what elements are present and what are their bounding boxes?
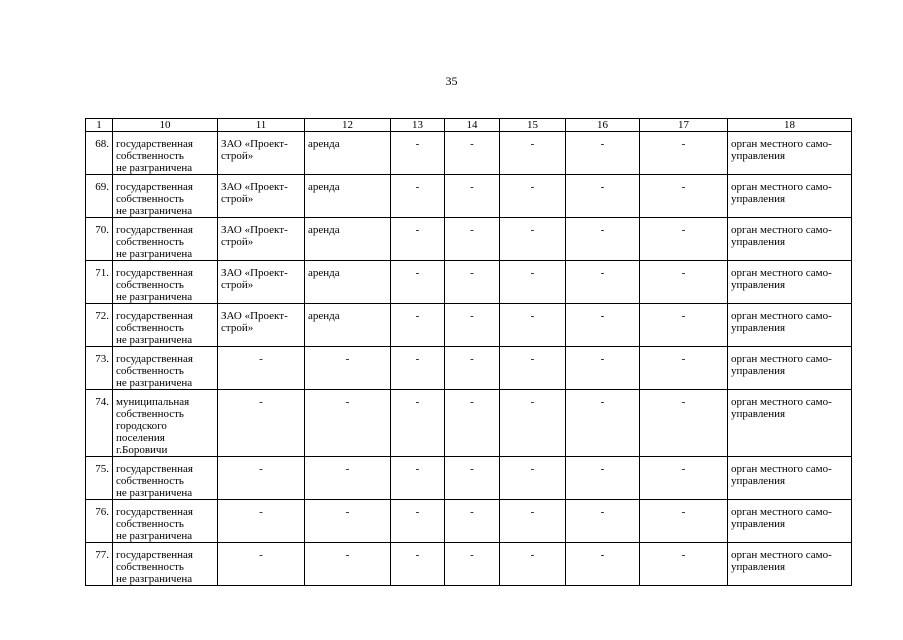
authority-cell-line: орган местного само-	[731, 224, 832, 236]
col15-cell: -	[500, 132, 566, 175]
col13-cell: -	[391, 175, 445, 218]
holder-cell-line: -	[259, 506, 263, 518]
col13-cell: -	[391, 261, 445, 304]
ownership-cell-line: не разграничена	[116, 291, 193, 303]
authority-cell-line: орган местного само-	[731, 506, 832, 518]
col17-cell: -	[640, 132, 728, 175]
col-header: 1	[86, 119, 113, 132]
holder-cell	[218, 175, 305, 218]
col16-cell: -	[566, 304, 640, 347]
col17-cell: -	[640, 304, 728, 347]
col-header: 12	[305, 119, 391, 132]
table-row	[86, 132, 852, 175]
right-type-cell: -	[305, 500, 391, 543]
right-type-cell: аренда	[305, 132, 391, 175]
right-type-cell: -	[305, 347, 391, 390]
col13-cell: -	[391, 457, 445, 500]
holder-cell	[218, 132, 305, 175]
ownership-cell-line: государственная	[116, 353, 193, 365]
ownership-cell-line: муниципальная	[116, 396, 190, 408]
col15-cell: -	[500, 304, 566, 347]
authority-cell	[728, 175, 852, 218]
holder-cell	[218, 347, 305, 390]
holder-cell-line: -	[259, 353, 263, 365]
row-number: 70.	[86, 218, 113, 261]
ownership-cell-line: собственность	[116, 150, 184, 162]
authority-cell	[728, 304, 852, 347]
col14-cell: -	[445, 218, 500, 261]
authority-cell-line: управления	[731, 475, 786, 487]
ownership-cell-line: не разграничена	[116, 573, 193, 585]
row-number: 75.	[86, 457, 113, 500]
holder-cell-line: ЗАО «Проект-	[221, 224, 288, 236]
registry-table	[85, 118, 852, 586]
col14-cell: -	[445, 390, 500, 457]
col14-cell: -	[445, 347, 500, 390]
col15-cell: -	[500, 457, 566, 500]
col17-cell: -	[640, 390, 728, 457]
holder-cell-line: ЗАО «Проект-	[221, 267, 288, 279]
holder-cell	[218, 543, 305, 586]
ownership-cell	[113, 304, 218, 347]
authority-cell-line: управления	[731, 365, 786, 377]
ownership-cell-line: не разграничена	[116, 205, 193, 217]
table-row	[86, 347, 852, 390]
ownership-cell-line: собственность	[116, 475, 184, 487]
ownership-cell-line: не разграничена	[116, 530, 193, 542]
row-number: 69.	[86, 175, 113, 218]
authority-cell	[728, 500, 852, 543]
table-row	[86, 261, 852, 304]
col17-cell: -	[640, 218, 728, 261]
holder-cell-line: строй»	[221, 279, 254, 291]
authority-cell-line: орган местного само-	[731, 267, 832, 279]
ownership-cell-line: не разграничена	[116, 487, 193, 499]
holder-cell-line: ЗАО «Проект-	[221, 181, 288, 193]
ownership-cell	[113, 543, 218, 586]
authority-cell-line: орган местного само-	[731, 181, 832, 193]
holder-cell-line: -	[259, 549, 263, 561]
table-row	[86, 500, 852, 543]
ownership-cell-line: собственность	[116, 408, 184, 420]
col14-cell: -	[445, 261, 500, 304]
ownership-cell	[113, 132, 218, 175]
col17-cell: -	[640, 457, 728, 500]
table-row	[86, 218, 852, 261]
col13-cell: -	[391, 304, 445, 347]
col14-cell: -	[445, 304, 500, 347]
right-type-cell: -	[305, 390, 391, 457]
col14-cell: -	[445, 132, 500, 175]
col-header: 16	[566, 119, 640, 132]
col16-cell: -	[566, 347, 640, 390]
col15-cell: -	[500, 390, 566, 457]
col13-cell: -	[391, 347, 445, 390]
holder-cell-line: -	[259, 396, 263, 408]
authority-cell	[728, 543, 852, 586]
holder-cell-line: ЗАО «Проект-	[221, 310, 288, 322]
col16-cell: -	[566, 390, 640, 457]
col-header: 11	[218, 119, 305, 132]
col-header: 13	[391, 119, 445, 132]
col14-cell: -	[445, 543, 500, 586]
holder-cell	[218, 304, 305, 347]
authority-cell-line: управления	[731, 193, 786, 205]
col15-cell: -	[500, 218, 566, 261]
authority-cell	[728, 218, 852, 261]
authority-cell-line: управления	[731, 561, 786, 573]
row-number: 73.	[86, 347, 113, 390]
row-number: 76.	[86, 500, 113, 543]
holder-cell-line: строй»	[221, 236, 254, 248]
holder-cell	[218, 261, 305, 304]
authority-cell-line: управления	[731, 322, 786, 334]
holder-cell	[218, 218, 305, 261]
holder-cell	[218, 390, 305, 457]
col17-cell: -	[640, 261, 728, 304]
row-number: 74.	[86, 390, 113, 457]
holder-cell	[218, 457, 305, 500]
ownership-cell-line: государственная	[116, 267, 193, 279]
col15-cell: -	[500, 500, 566, 543]
table-header-row	[86, 119, 852, 132]
col16-cell: -	[566, 218, 640, 261]
authority-cell-line: орган местного само-	[731, 310, 832, 322]
ownership-cell	[113, 218, 218, 261]
ownership-cell-line: собственность	[116, 322, 184, 334]
ownership-cell-line: государственная	[116, 549, 193, 561]
col16-cell: -	[566, 175, 640, 218]
ownership-cell-line: поселения	[116, 432, 165, 444]
ownership-cell	[113, 347, 218, 390]
col15-cell: -	[500, 175, 566, 218]
authority-cell	[728, 261, 852, 304]
ownership-cell-line: государственная	[116, 310, 193, 322]
authority-cell-line: управления	[731, 279, 786, 291]
ownership-cell-line: собственность	[116, 279, 184, 291]
ownership-cell-line: собственность	[116, 236, 184, 248]
col13-cell: -	[391, 390, 445, 457]
col17-cell: -	[640, 347, 728, 390]
col17-cell: -	[640, 175, 728, 218]
col13-cell: -	[391, 500, 445, 543]
col16-cell: -	[566, 132, 640, 175]
col-header: 18	[728, 119, 852, 132]
holder-cell	[218, 500, 305, 543]
ownership-cell-line: городского	[116, 420, 167, 432]
col13-cell: -	[391, 543, 445, 586]
col-header: 15	[500, 119, 566, 132]
right-type-cell: аренда	[305, 218, 391, 261]
col13-cell: -	[391, 218, 445, 261]
table-row	[86, 175, 852, 218]
holder-cell-line: -	[259, 463, 263, 475]
authority-cell	[728, 390, 852, 457]
col15-cell: -	[500, 543, 566, 586]
ownership-cell-line: государственная	[116, 181, 193, 193]
authority-cell-line: орган местного само-	[731, 353, 832, 365]
ownership-cell-line: не разграничена	[116, 162, 193, 174]
table-row	[86, 457, 852, 500]
table-row	[86, 304, 852, 347]
ownership-cell-line: не разграничена	[116, 377, 193, 389]
col13-cell: -	[391, 132, 445, 175]
row-number: 77.	[86, 543, 113, 586]
col17-cell: -	[640, 500, 728, 543]
authority-cell-line: орган местного само-	[731, 549, 832, 561]
holder-cell-line: строй»	[221, 150, 254, 162]
col15-cell: -	[500, 347, 566, 390]
holder-cell-line: строй»	[221, 322, 254, 334]
ownership-cell-line: государственная	[116, 224, 193, 236]
holder-cell-line: строй»	[221, 193, 254, 205]
ownership-cell	[113, 175, 218, 218]
table-body	[86, 132, 852, 586]
ownership-cell-line: г.Боровичи	[116, 444, 168, 456]
page-number: 35	[445, 74, 458, 88]
authority-cell-line: орган местного само-	[731, 396, 832, 408]
authority-cell-line: управления	[731, 236, 786, 248]
authority-cell-line: управления	[731, 408, 786, 420]
col14-cell: -	[445, 457, 500, 500]
ownership-cell	[113, 457, 218, 500]
right-type-cell: -	[305, 543, 391, 586]
authority-cell-line: орган местного само-	[731, 138, 832, 150]
ownership-cell-line: государственная	[116, 463, 193, 475]
col16-cell: -	[566, 457, 640, 500]
authority-cell	[728, 457, 852, 500]
ownership-cell-line: собственность	[116, 365, 184, 377]
ownership-cell-line: собственность	[116, 193, 184, 205]
col14-cell: -	[445, 500, 500, 543]
authority-cell	[728, 132, 852, 175]
authority-cell	[728, 347, 852, 390]
col-header: 10	[113, 119, 218, 132]
ownership-cell-line: собственность	[116, 518, 184, 530]
col16-cell: -	[566, 543, 640, 586]
table-row	[86, 543, 852, 586]
holder-cell-line: ЗАО «Проект-	[221, 138, 288, 150]
ownership-cell-line: государственная	[116, 506, 193, 518]
row-number: 71.	[86, 261, 113, 304]
ownership-cell	[113, 390, 218, 457]
ownership-cell-line: не разграничена	[116, 334, 193, 346]
col15-cell: -	[500, 261, 566, 304]
right-type-cell: аренда	[305, 261, 391, 304]
ownership-cell-line: собственность	[116, 561, 184, 573]
ownership-cell	[113, 261, 218, 304]
right-type-cell: аренда	[305, 175, 391, 218]
col-header: 17	[640, 119, 728, 132]
authority-cell-line: управления	[731, 518, 786, 530]
row-number: 72.	[86, 304, 113, 347]
ownership-cell-line: государственная	[116, 138, 193, 150]
col16-cell: -	[566, 261, 640, 304]
row-number: 68.	[86, 132, 113, 175]
right-type-cell: аренда	[305, 304, 391, 347]
ownership-cell	[113, 500, 218, 543]
authority-cell-line: орган местного само-	[731, 463, 832, 475]
table-row	[86, 390, 852, 457]
col-header: 14	[445, 119, 500, 132]
col16-cell: -	[566, 500, 640, 543]
right-type-cell: -	[305, 457, 391, 500]
ownership-cell-line: не разграничена	[116, 248, 193, 260]
authority-cell-line: управления	[731, 150, 786, 162]
col17-cell: -	[640, 543, 728, 586]
col14-cell: -	[445, 175, 500, 218]
